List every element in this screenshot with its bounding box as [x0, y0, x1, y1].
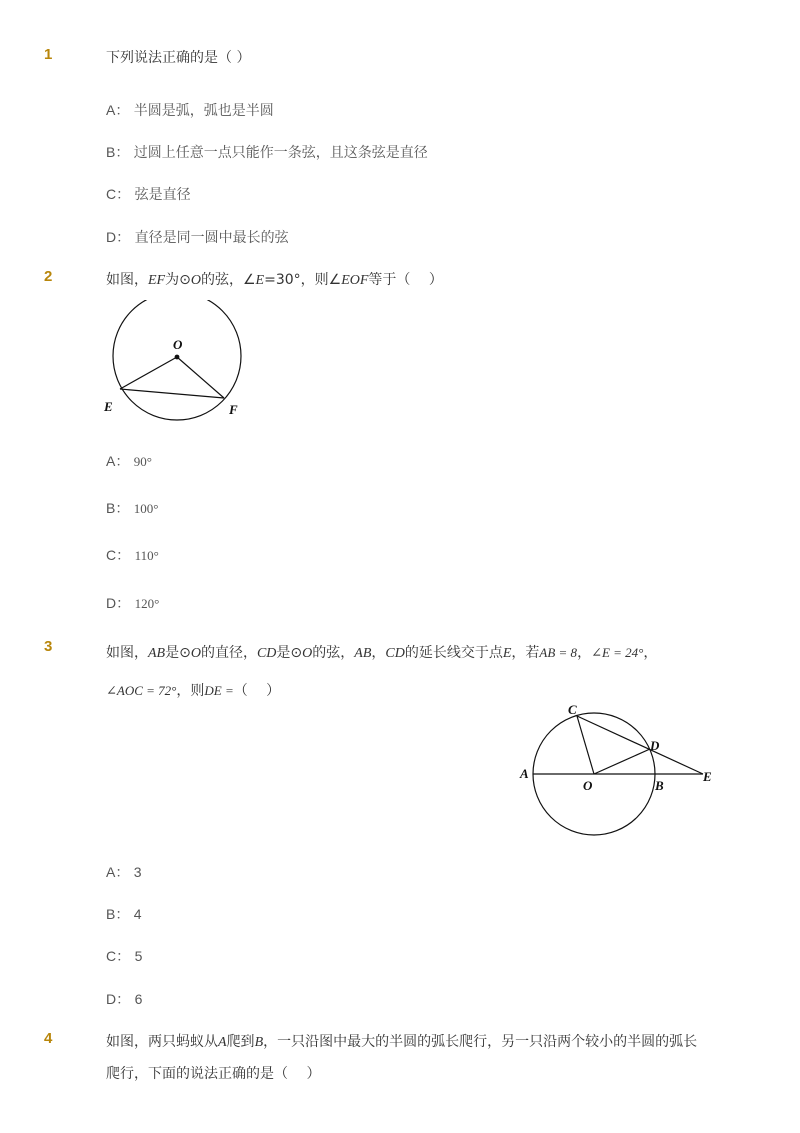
segment-od [594, 749, 650, 774]
math-ab: AB [148, 646, 166, 661]
option-label: A： [106, 864, 130, 880]
q3-option-d[interactable] [106, 989, 142, 1009]
option-text: 6 [134, 991, 143, 1007]
label-e: E [703, 769, 712, 784]
stem-text: 的直径， [200, 645, 257, 661]
option-text: 100° [133, 501, 159, 516]
stem-text: ，一只沿图中最大的半圆的弧长爬行，另一只沿两个较小的半圆的弧长 [263, 1034, 698, 1050]
stem-text: 爬到 [226, 1034, 255, 1050]
question-2-stem [106, 269, 443, 289]
q1-option-a[interactable] [106, 100, 274, 120]
stem-text: 的弦，∠ [200, 272, 256, 288]
center-point [175, 355, 180, 360]
q2-option-b[interactable] [106, 498, 159, 518]
math-b: B [254, 1035, 264, 1050]
math-o: O [190, 273, 201, 288]
stem-text: 如图， [106, 272, 148, 288]
option-label: B： [106, 144, 130, 160]
option-text: 3 [133, 864, 142, 880]
q3-option-b[interactable] [106, 904, 142, 924]
stem-text: 是⊙ [165, 645, 191, 661]
option-text: 90° [133, 454, 152, 469]
stem-text: 等于（ ） [368, 272, 443, 288]
stem-text: 如图，两只蚂蚁从 [106, 1034, 218, 1050]
stem-text: 为⊙ [165, 272, 191, 288]
stem-text: 如图， [106, 645, 148, 661]
math-cd: CD [256, 646, 277, 661]
option-text: 过圆上任意一点只能作一条弦，且这条弦是直径 [133, 145, 428, 161]
option-text: 110° [134, 548, 159, 563]
math-angle-aoc: ∠AOC = 72° [106, 683, 177, 698]
q2-circle-figure [100, 300, 260, 425]
option-text: 5 [134, 948, 143, 964]
option-label: A： [106, 453, 130, 469]
option-label: D： [106, 229, 131, 245]
q1-option-d[interactable] [106, 227, 289, 247]
q3-circle-figure [510, 695, 730, 840]
math-eof: EOF [341, 273, 369, 288]
math-ab-eq: AB = 8 [539, 645, 578, 660]
stem-text: ，则 [176, 683, 205, 699]
label-d: D [650, 738, 660, 753]
q2-option-c[interactable] [106, 545, 159, 565]
q3-option-c[interactable] [106, 946, 142, 966]
stem-text: ，若 [511, 645, 540, 661]
option-label: C： [106, 186, 131, 202]
label-c: C [568, 702, 577, 717]
math-ef: EF [148, 273, 166, 288]
segment-oe [120, 357, 177, 389]
option-label: D： [106, 595, 131, 611]
label-o: O [583, 778, 593, 793]
chord-ef [120, 389, 224, 398]
label-b: B [655, 778, 664, 793]
q1-option-c[interactable] [106, 184, 191, 204]
question-number-2: 2 [44, 268, 53, 285]
question-3-stem-line1 [106, 642, 657, 662]
segment-oc [577, 716, 594, 774]
circle-o [113, 300, 241, 420]
math-o: O [302, 646, 313, 661]
stem-text: ， [643, 645, 658, 661]
question-3-stem-line2 [106, 680, 280, 700]
math-e: E [255, 273, 265, 288]
option-label: B： [106, 906, 130, 922]
math-cd: CD [385, 646, 405, 661]
stem-text: （ ） [233, 683, 281, 699]
question-4-stem-line1 [106, 1031, 697, 1051]
label-o: O [173, 337, 183, 352]
stem-text: 是⊙ [276, 645, 303, 661]
label-a: A [520, 766, 529, 781]
math-ab: AB [354, 646, 372, 661]
question-number-1: 1 [44, 46, 53, 63]
option-text: 4 [133, 906, 142, 922]
option-text: 120° [134, 596, 160, 611]
option-label: C： [106, 547, 131, 563]
q3-option-a[interactable] [106, 862, 142, 882]
stem-text: 的弦， [312, 645, 355, 661]
stem-text: =30°，则∠ [264, 272, 342, 288]
question-1-stem: 下列说法正确的是（ ） [106, 50, 251, 66]
option-text: 直径是同一圆中最长的弦 [134, 230, 289, 246]
option-label: B： [106, 500, 130, 516]
option-label: A： [106, 102, 130, 118]
math-de: DE = [204, 683, 234, 698]
label-f: F [229, 402, 238, 417]
math-e: E [502, 646, 512, 661]
stem-text: ， [577, 645, 592, 661]
stem-text: ， [371, 645, 386, 661]
question-4-stem-line2: 爬行，下面的说法正确的是（ ） [106, 1066, 321, 1082]
math-a: A [218, 1035, 227, 1050]
stem-text: 的延长线交于点 [404, 645, 503, 661]
question-number-3: 3 [44, 638, 53, 655]
label-e: E [104, 399, 113, 414]
option-label: C： [106, 948, 131, 964]
option-label: D： [106, 991, 131, 1007]
q2-option-a[interactable] [106, 451, 152, 471]
option-text: 弦是直径 [134, 187, 191, 203]
option-text: 半圆是弧，弧也是半圆 [133, 103, 274, 119]
math-o: O [190, 646, 201, 661]
q2-option-d[interactable] [106, 593, 159, 613]
question-number-4: 4 [44, 1030, 53, 1047]
q1-option-b[interactable] [106, 142, 428, 162]
line-ce [577, 716, 703, 774]
math-angle-e: ∠E = 24° [591, 645, 644, 660]
segment-of [177, 357, 224, 398]
